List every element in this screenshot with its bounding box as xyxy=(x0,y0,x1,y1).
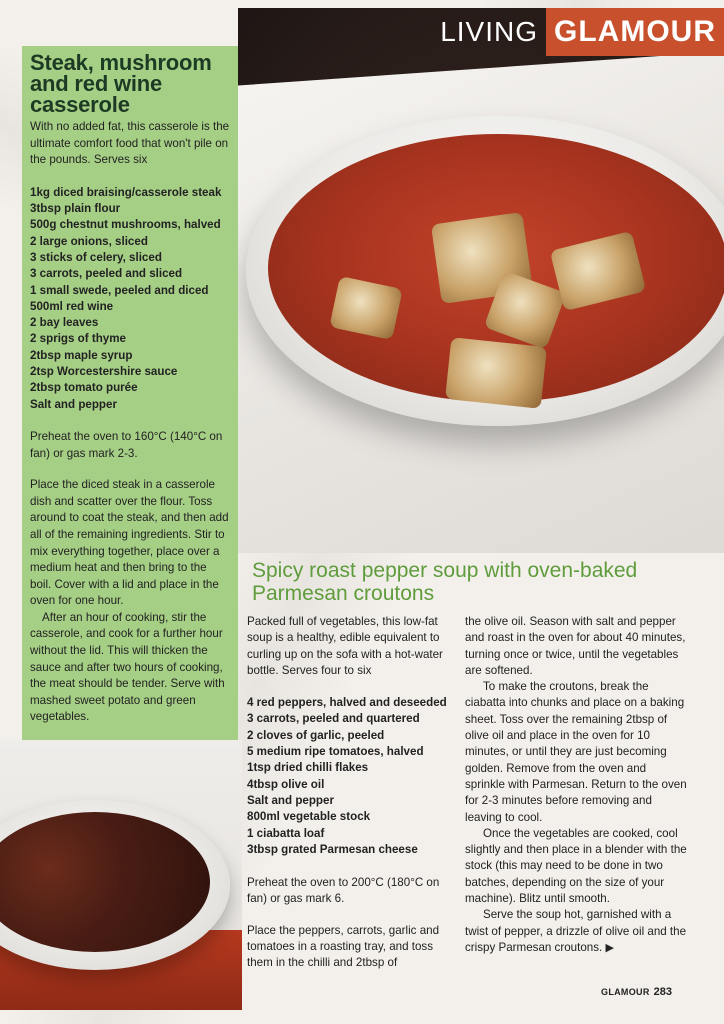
ingredient-item: 3 carrots, peeled and quartered xyxy=(247,712,420,726)
ingredient-item: 2 sprigs of thyme xyxy=(30,332,126,346)
ingredient-item: Salt and pepper xyxy=(30,397,117,411)
ingredient-item: 2tbsp maple syrup xyxy=(30,348,133,362)
ingredient-item: 5 medium ripe tomatoes, halved xyxy=(247,745,424,759)
casserole-recipe-panel xyxy=(22,46,238,746)
continue-arrow-icon: ▶ xyxy=(605,941,614,954)
soup-method-step xyxy=(465,907,687,956)
ingredient-item: 3 carrots, peeled and sliced xyxy=(30,267,183,281)
ingredient-item: 1 ciabatta loaf xyxy=(247,826,325,840)
casserole-method-step: Place the diced steak in a casserole dish and scatter over the flour. Toss around to coat the steak, and then add all of the remaining ingredients. Stir to mix everything together, place over a medium heat and then bring to the boil. Cover with a lid and place in the oven for one hour. xyxy=(30,478,229,608)
soup-method-step: Preheat the oven to 200°C (180°C on fan) or gas mark 6. xyxy=(247,876,440,906)
soup-title: Spicy roast pepper soup with oven-baked Parmesan croutons xyxy=(252,559,638,605)
ingredient-item: 3 sticks of celery, sliced xyxy=(30,250,162,264)
footer-brand: GLAMOUR xyxy=(601,987,650,997)
ingredient-item: 1kg diced braising/casserole steak xyxy=(30,185,222,199)
section-label: LIVING xyxy=(440,16,539,47)
soup-method-text: Serve the soup hot, garnished with a twist of pepper, a drizzle of olive oil and the crispy Parmesan croutons. xyxy=(465,908,687,954)
soup-method-step: Once the vegetables are cooked, cool slightly and then place in a blender with the stock (this may need to be done in two batches, depending on the size of your machine). Blitz until smooth. xyxy=(465,826,687,906)
soup-column-right xyxy=(465,614,687,956)
ingredient-item: 800ml vegetable stock xyxy=(247,810,371,824)
soup-method-step: To make the croutons, break the ciabatta into chunks and place on a baking sheet. Toss over the remaining 2tbsp of olive oil and place in the oven for 10 minutes, or until they are just becoming golden. Remove from the oven and sprinkle with Parmesan. Return to the oven for 2-3 minutes before removing and leaving to cool. xyxy=(465,680,687,824)
ingredient-item: Salt and pepper xyxy=(247,793,334,807)
magazine-brand: GLAMOUR xyxy=(546,8,724,56)
section-header xyxy=(440,8,724,56)
ingredient-item: 1 small swede, peeled and diced xyxy=(30,283,209,297)
soup-intro: Packed full of vegetables, this low-fat soup is a healthy, edible equivalent to curling up on the sofa with a hot-water bottle. Serves four to six xyxy=(247,615,443,677)
ingredient-item: 4tbsp olive oil xyxy=(247,777,325,791)
casserole-title: Steak, mushroom and red wine casserole xyxy=(30,50,212,117)
soup-photo xyxy=(238,8,724,553)
ingredient-item: 4 red peppers, halved and deseeded xyxy=(247,696,447,710)
ingredient-item: 1tsp dried chilli flakes xyxy=(247,761,369,775)
ingredient-item: 2 cloves of garlic, peeled xyxy=(247,728,385,742)
page-footer xyxy=(601,986,672,998)
ingredient-item: 2tsp Worcestershire sauce xyxy=(30,365,178,379)
soup-method-step: the olive oil. Season with salt and pepper and roast in the oven for about 40 minutes, turning once or twice, until the vegetables are softened. xyxy=(465,615,686,677)
casserole-intro: With no added fat, this casserole is the ultimate comfort food that won't pile on the pounds. Serves six xyxy=(30,120,230,167)
ingredient-item: 2tbsp tomato purée xyxy=(30,381,138,395)
ingredient-item: 3tbsp plain flour xyxy=(30,202,121,216)
page-number: 283 xyxy=(653,986,672,998)
casserole-photo xyxy=(0,740,242,1010)
ingredient-item: 2 bay leaves xyxy=(30,316,99,330)
soup-ingredients xyxy=(247,695,459,858)
soup-column-left xyxy=(247,614,459,972)
ingredient-item: 500ml red wine xyxy=(30,299,114,313)
ingredient-item: 2 large onions, sliced xyxy=(30,234,148,248)
ingredient-item: 3tbsp grated Parmesan cheese xyxy=(247,842,418,856)
casserole-method-step: Preheat the oven to 160°C (140°C on fan) or gas mark 2-3. xyxy=(30,429,223,460)
soup-method-step: Place the peppers, carrots, garlic and tomatoes in a roasting tray, and toss them in the chilli and 2tbsp of xyxy=(247,923,440,970)
casserole-method-step: After an hour of cooking, stir the casserole, and cook for a further hour without the lid. This will thicken the sauce and after two hours of cooking, the meat should be tender. Serve with mashed sweet potato and green vegetables. xyxy=(30,610,225,724)
casserole-ingredients xyxy=(30,185,230,413)
ingredient-item: 500g chestnut mushrooms, halved xyxy=(30,218,221,232)
crouton xyxy=(445,337,547,409)
